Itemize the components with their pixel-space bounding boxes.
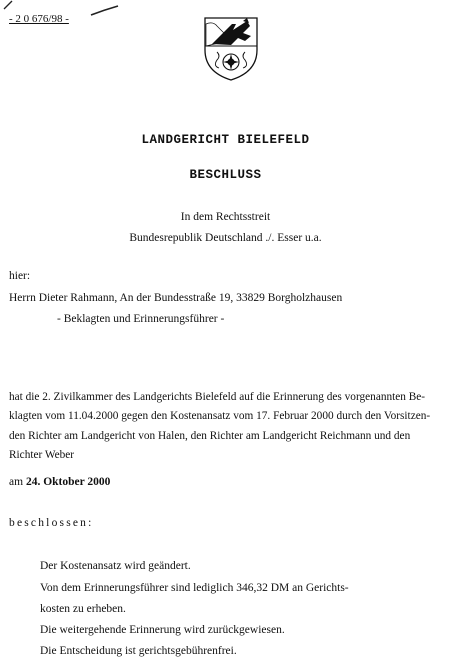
document-type: BESCHLUSS	[189, 168, 262, 182]
decision-paragraph	[9, 388, 445, 465]
case-number: - 2 0 676/98 -	[9, 13, 69, 25]
order-item: Die weitergehende Erinnerung wird zurückgewiesen.	[40, 624, 285, 636]
nrw-coat-of-arms-icon	[203, 16, 259, 82]
case-intro: In dem Rechtsstreit	[180, 211, 271, 223]
party-label: hier:	[9, 270, 31, 282]
paragraph-line: den Richter am Landgericht von Halen, den Richter am Landgericht Reichmann und den	[9, 429, 411, 442]
resolved-label: beschlossen:	[9, 517, 94, 529]
court-name: LANDGERICHT BIELEFELD	[141, 133, 310, 147]
paragraph-line: Richter Weber	[9, 448, 75, 461]
date-prefix: am	[9, 476, 26, 488]
party-role: - Beklagten und Erinnerungsführer -	[57, 313, 225, 325]
decision-date: 24. Oktober 2000	[25, 476, 111, 488]
paragraph-line: hat die 2. Zivilkammer des Landgerichts Bielefeld auf die Erinnerung des vorgenannten Be-	[9, 391, 426, 403]
order-item: Die Entscheidung ist gerichtsgebührenfrei.	[40, 645, 237, 657]
decision-date-line	[9, 476, 110, 488]
case-parties: Bundesrepublik Deutschland ./. Esser u.a.	[129, 232, 322, 244]
order-item: kosten zu erheben.	[40, 603, 126, 615]
paragraph-line: klagten vom 11.04.2000 gegen den Kostenansatz vom 17. Februar 2000 durch den Vorsitzen-	[9, 410, 431, 423]
order-item: Der Kostenansatz wird geändert.	[40, 560, 191, 572]
party-name-address: Herrn Dieter Rahmann, An der Bundesstraße 19, 33829 Borgholzhausen	[9, 292, 343, 304]
order-item: Von dem Erinnerungsführer sind lediglich 346,32 DM an Gerichts-	[40, 582, 349, 594]
